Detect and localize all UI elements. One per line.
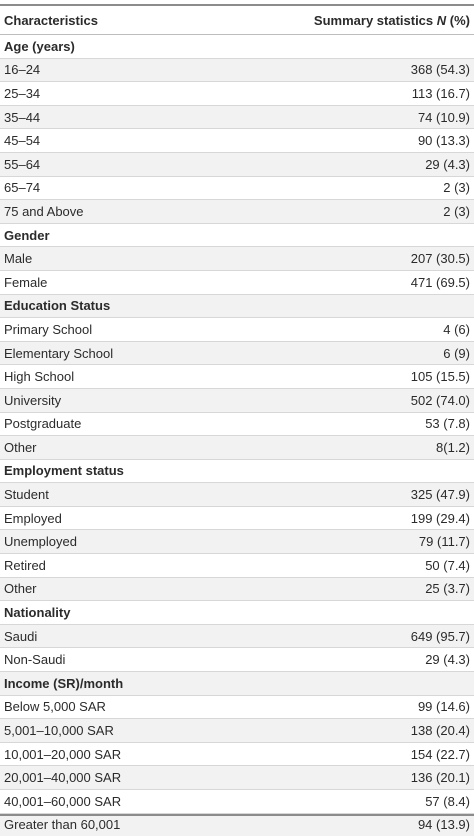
table-row <box>0 176 474 200</box>
table-row <box>0 200 474 224</box>
table-row <box>0 58 474 82</box>
table-row <box>0 436 474 460</box>
row-value: 4 (6) <box>300 318 474 342</box>
row-value: 8(1.2) <box>300 436 474 460</box>
table-row <box>0 483 474 507</box>
row-label: 20,001–40,000 SAR <box>0 766 300 790</box>
table-row <box>0 695 474 719</box>
table-row <box>0 624 474 648</box>
row-value: 2 (3) <box>300 176 474 200</box>
row-label: Below 5,000 SAR <box>0 695 300 719</box>
row-value: 154 (22.7) <box>300 742 474 766</box>
row-label: 65–74 <box>0 176 300 200</box>
row-label: Employed <box>0 506 300 530</box>
row-label: 75 and Above <box>0 200 300 224</box>
row-label: Unemployed <box>0 530 300 554</box>
table-row <box>0 554 474 578</box>
section-title: Gender <box>0 223 300 247</box>
row-label: Other <box>0 436 300 460</box>
row-value: 207 (30.5) <box>300 247 474 271</box>
table-row <box>0 648 474 672</box>
row-label: Female <box>0 270 300 294</box>
row-value: 471 (69.5) <box>300 270 474 294</box>
row-value: 2 (3) <box>300 200 474 224</box>
row-label: 10,001–20,000 SAR <box>0 742 300 766</box>
characteristics-table <box>0 6 474 836</box>
row-label: Other <box>0 577 300 601</box>
row-value: 138 (20.4) <box>300 719 474 743</box>
row-value: 79 (11.7) <box>300 530 474 554</box>
row-label: 25–34 <box>0 82 300 106</box>
table-row <box>0 105 474 129</box>
section-header-row <box>0 601 474 625</box>
header-characteristics: Characteristics <box>0 6 300 35</box>
header-summary-suffix: (%) <box>446 13 470 28</box>
row-label: Elementary School <box>0 341 300 365</box>
row-value: 113 (16.7) <box>300 82 474 106</box>
header-summary-n: N <box>437 13 446 28</box>
table-row <box>0 82 474 106</box>
row-value: 105 (15.5) <box>300 365 474 389</box>
row-value: 50 (7.4) <box>300 554 474 578</box>
row-value: 74 (10.9) <box>300 105 474 129</box>
row-label: Non-Saudi <box>0 648 300 672</box>
table-row <box>0 318 474 342</box>
row-label: 45–54 <box>0 129 300 153</box>
section-title: Employment status <box>0 459 300 483</box>
header-summary-prefix: Summary statistics <box>314 13 437 28</box>
row-label: Greater than 60,001 <box>0 813 300 836</box>
table-row <box>0 341 474 365</box>
row-label: 5,001–10,000 SAR <box>0 719 300 743</box>
section-header-row <box>0 459 474 483</box>
table-row <box>0 742 474 766</box>
section-value-empty <box>300 223 474 247</box>
row-label: Saudi <box>0 624 300 648</box>
table-row <box>0 129 474 153</box>
row-value: 57 (8.4) <box>300 790 474 814</box>
row-value: 502 (74.0) <box>300 388 474 412</box>
row-value: 99 (14.6) <box>300 695 474 719</box>
section-title: Income (SR)/month <box>0 672 300 696</box>
table-row <box>0 365 474 389</box>
section-value-empty <box>300 294 474 318</box>
row-label: University <box>0 388 300 412</box>
table-row <box>0 152 474 176</box>
section-value-empty <box>300 35 474 59</box>
row-label: 16–24 <box>0 58 300 82</box>
row-value: 29 (4.3) <box>300 648 474 672</box>
row-label: 35–44 <box>0 105 300 129</box>
table-row <box>0 790 474 814</box>
row-label: Postgraduate <box>0 412 300 436</box>
row-value: 25 (3.7) <box>300 577 474 601</box>
header-summary-statistics <box>300 6 474 35</box>
section-header-row <box>0 223 474 247</box>
row-label: 55–64 <box>0 152 300 176</box>
row-label: High School <box>0 365 300 389</box>
row-value: 136 (20.1) <box>300 766 474 790</box>
table-bottom-rule <box>0 814 474 816</box>
table-row <box>0 247 474 271</box>
table-header-row <box>0 6 474 35</box>
section-value-empty <box>300 459 474 483</box>
row-value: 649 (95.7) <box>300 624 474 648</box>
row-value: 368 (54.3) <box>300 58 474 82</box>
section-title: Education Status <box>0 294 300 318</box>
section-value-empty <box>300 672 474 696</box>
row-label: Male <box>0 247 300 271</box>
table-row <box>0 719 474 743</box>
row-value: 325 (47.9) <box>300 483 474 507</box>
section-header-row <box>0 672 474 696</box>
table-row <box>0 412 474 436</box>
row-label: Retired <box>0 554 300 578</box>
section-value-empty <box>300 601 474 625</box>
row-value: 90 (13.3) <box>300 129 474 153</box>
section-title: Age (years) <box>0 35 300 59</box>
table-row <box>0 530 474 554</box>
section-header-row <box>0 35 474 59</box>
row-value: 199 (29.4) <box>300 506 474 530</box>
row-value: 53 (7.8) <box>300 412 474 436</box>
section-title: Nationality <box>0 601 300 625</box>
row-label: 40,001–60,000 SAR <box>0 790 300 814</box>
row-value: 6 (9) <box>300 341 474 365</box>
table-row <box>0 577 474 601</box>
table-row <box>0 506 474 530</box>
table-row <box>0 388 474 412</box>
table-row <box>0 813 474 836</box>
row-label: Student <box>0 483 300 507</box>
row-label: Primary School <box>0 318 300 342</box>
section-header-row <box>0 294 474 318</box>
table-row <box>0 270 474 294</box>
table-row <box>0 766 474 790</box>
table-body <box>0 35 474 836</box>
row-value: 29 (4.3) <box>300 152 474 176</box>
row-value: 94 (13.9) <box>300 813 474 836</box>
